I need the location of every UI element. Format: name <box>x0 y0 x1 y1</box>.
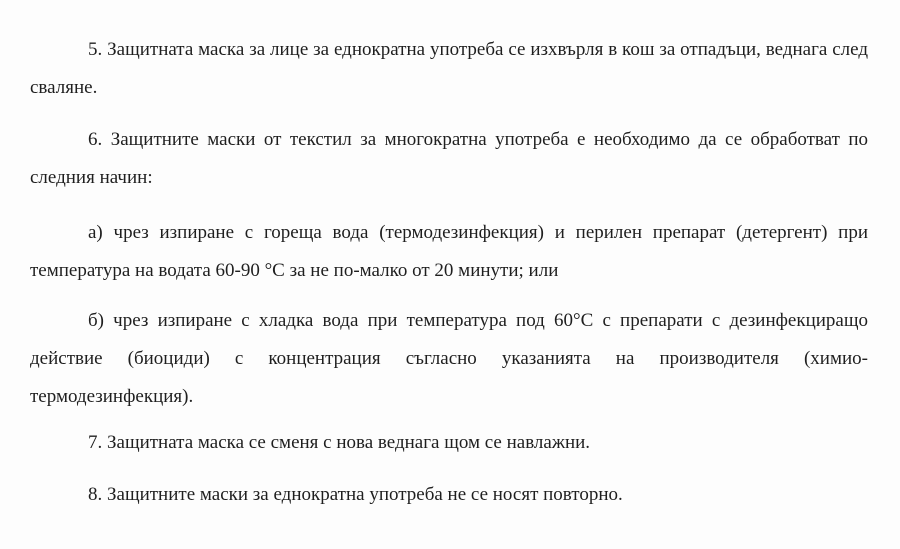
paragraph-6a: а) чрез изпиране с гореща вода (термодезинфекция) и перилен препарат (детергент) при температура на водата 60-90 °С за не по-малко от 20 минути; или <box>30 222 868 281</box>
paragraph-5: 5. Защитната маска за лице за еднократна употреба се изхвърля в кош за отпадъци, веднага след сваляне. <box>30 39 868 98</box>
paragraph-6b: б) чрез изпиране с хладка вода при температура под 60°С с препарати с дезинфекциращо действие (биоциди) с концентрация съгласно указанията на производителя (химио-термодезинфекция). <box>30 310 868 407</box>
paragraph-8: 8. Защитните маски за еднократна употреба не се носят повторно. <box>88 484 623 505</box>
paragraph-7: 7. Защитната маска се сменя с нова веднага щом се навлажни. <box>88 432 591 453</box>
paragraph-6: 6. Защитните маски от текстил за многократна употреба е необходимо да се обработват по следния начин: <box>30 129 868 188</box>
